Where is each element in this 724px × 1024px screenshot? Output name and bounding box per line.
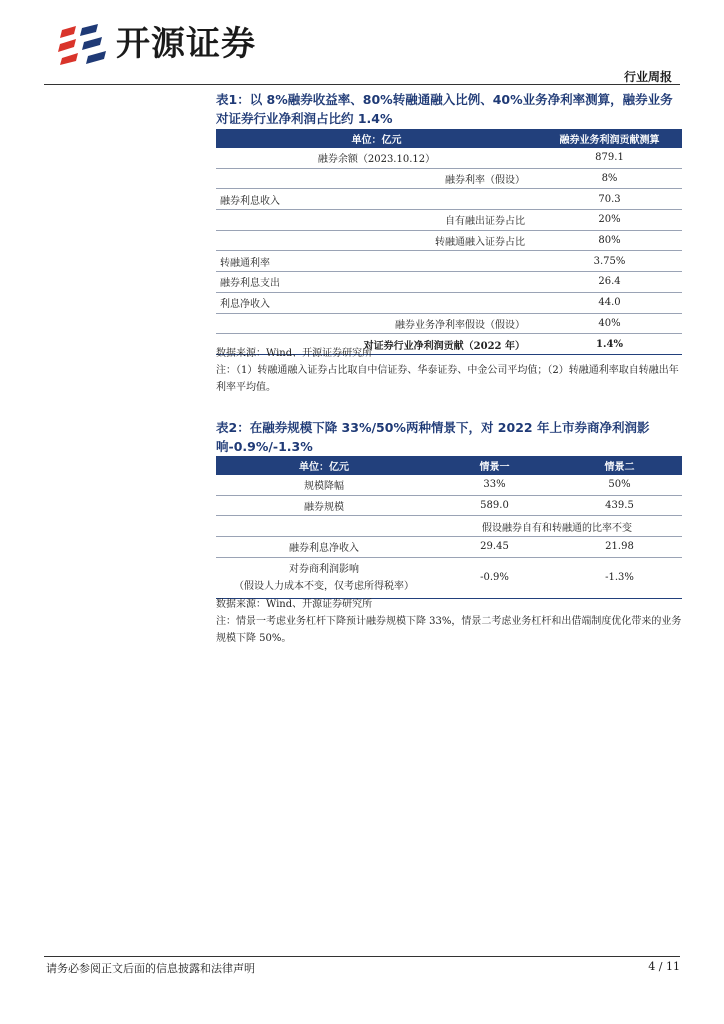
brand-name: 开源证券 <box>116 24 256 64</box>
footer-disclaimer: 请务必参阅正文后面的信息披露和法律声明 <box>46 962 255 975</box>
row-label: 转融通融入证券占比 <box>216 230 537 251</box>
row-value-scenario1: -0.9% <box>432 557 557 598</box>
row-value: 1.4% <box>537 334 682 355</box>
table2-header-scenario1: 情景一 <box>432 456 557 475</box>
row-value-scenario1: 33% <box>432 475 557 495</box>
table1-header-metric: 融券业务利润贡献测算 <box>537 129 682 148</box>
table-row <box>216 292 682 313</box>
row-value: 80% <box>537 230 682 251</box>
row-label: 融券业务净利率假设（假设） <box>216 313 537 334</box>
row-label-empty <box>216 516 432 537</box>
table-row <box>216 537 682 558</box>
row-label-line1: 对券商利润影响 <box>289 563 359 575</box>
row-label: 自有融出证券占比 <box>216 210 537 231</box>
row-value: 26.4 <box>537 272 682 293</box>
table-row <box>216 210 682 231</box>
table2 <box>216 456 682 599</box>
table-row <box>216 516 682 537</box>
row-label: 融券规模 <box>216 495 432 516</box>
table1-note: 注：（1）转融通融入证券占比取自中信证券、华泰证券、中金公司平均值；（2）转融通利率取自转融出年利率平均值。 <box>216 365 679 393</box>
row-merged-assumption: 假设融券自有和转融通的比率不变 <box>432 516 682 537</box>
header-divider <box>44 84 680 85</box>
row-value-scenario1: 589.0 <box>432 495 557 516</box>
row-label: 融券利息收入 <box>216 189 537 210</box>
row-value-scenario2: -1.3% <box>557 557 682 598</box>
table-row <box>216 251 682 272</box>
row-label: 融券余额（2023.10.12） <box>216 148 537 168</box>
table2-source: 数据来源：Wind、开源证券研究所 <box>216 599 373 610</box>
table-row <box>216 272 682 293</box>
row-value: 70.3 <box>537 189 682 210</box>
table-row <box>216 148 682 168</box>
row-label <box>216 557 432 598</box>
row-label-line2: （假设人力成本不变，仅考虑所得税率） <box>234 580 414 592</box>
table-row <box>216 189 682 210</box>
table2-header-row <box>216 456 682 475</box>
brand-logo-icon <box>58 22 110 66</box>
table1-source: 数据来源：Wind、开源证券研究所 <box>216 348 373 359</box>
table-row <box>216 168 682 189</box>
table2-note: 注：情景一考虑业务杠杆下降预计融券规模下降 33%，情景二考虑业务杠杆和出借端制度优化带来的业务规模下降 50%。 <box>216 616 682 644</box>
table-row <box>216 230 682 251</box>
table1-caption: 表1：以 8%融券收益率、80%转融通融入比例、40%业务净利率测算，融券业务对证券行业净利润占比约 1.4% <box>216 92 673 126</box>
table-row <box>216 313 682 334</box>
row-value: 8% <box>537 168 682 189</box>
row-label: 融券利率（假设） <box>216 168 537 189</box>
row-label: 利息净收入 <box>216 292 537 313</box>
table2-header-unit: 单位：亿元 <box>216 456 432 475</box>
row-value-scenario2: 21.98 <box>557 537 682 558</box>
row-label: 转融通利率 <box>216 251 537 272</box>
table2-header-scenario2: 情景二 <box>557 456 682 475</box>
row-value-scenario2: 50% <box>557 475 682 495</box>
table-row <box>216 475 682 495</box>
row-value: 3.75% <box>537 251 682 272</box>
row-label: 融券利息净收入 <box>216 537 432 558</box>
page-number: 4 / 11 <box>648 960 680 973</box>
row-value-scenario2: 439.5 <box>557 495 682 516</box>
row-label: 规模降幅 <box>216 475 432 495</box>
document-type-label: 行业周报 <box>623 70 672 84</box>
table1 <box>216 129 682 355</box>
table1-header-row <box>216 129 682 148</box>
row-value: 40% <box>537 313 682 334</box>
table-row <box>216 495 682 516</box>
footer-divider <box>44 956 680 957</box>
row-value: 879.1 <box>537 148 682 168</box>
row-value-scenario1: 29.45 <box>432 537 557 558</box>
table1-header-unit: 单位：亿元 <box>216 129 537 148</box>
row-value: 20% <box>537 210 682 231</box>
row-value: 44.0 <box>537 292 682 313</box>
row-label: 对证券行业净利润贡献（2022 年） <box>216 334 537 355</box>
table-row <box>216 557 682 598</box>
row-label: 融券利息支出 <box>216 272 537 293</box>
table2-caption: 表2：在融券规模下降 33%/50%两种情景下，对 2022 年上市券商净利润影响-0.9%/-1.3% <box>216 420 650 454</box>
